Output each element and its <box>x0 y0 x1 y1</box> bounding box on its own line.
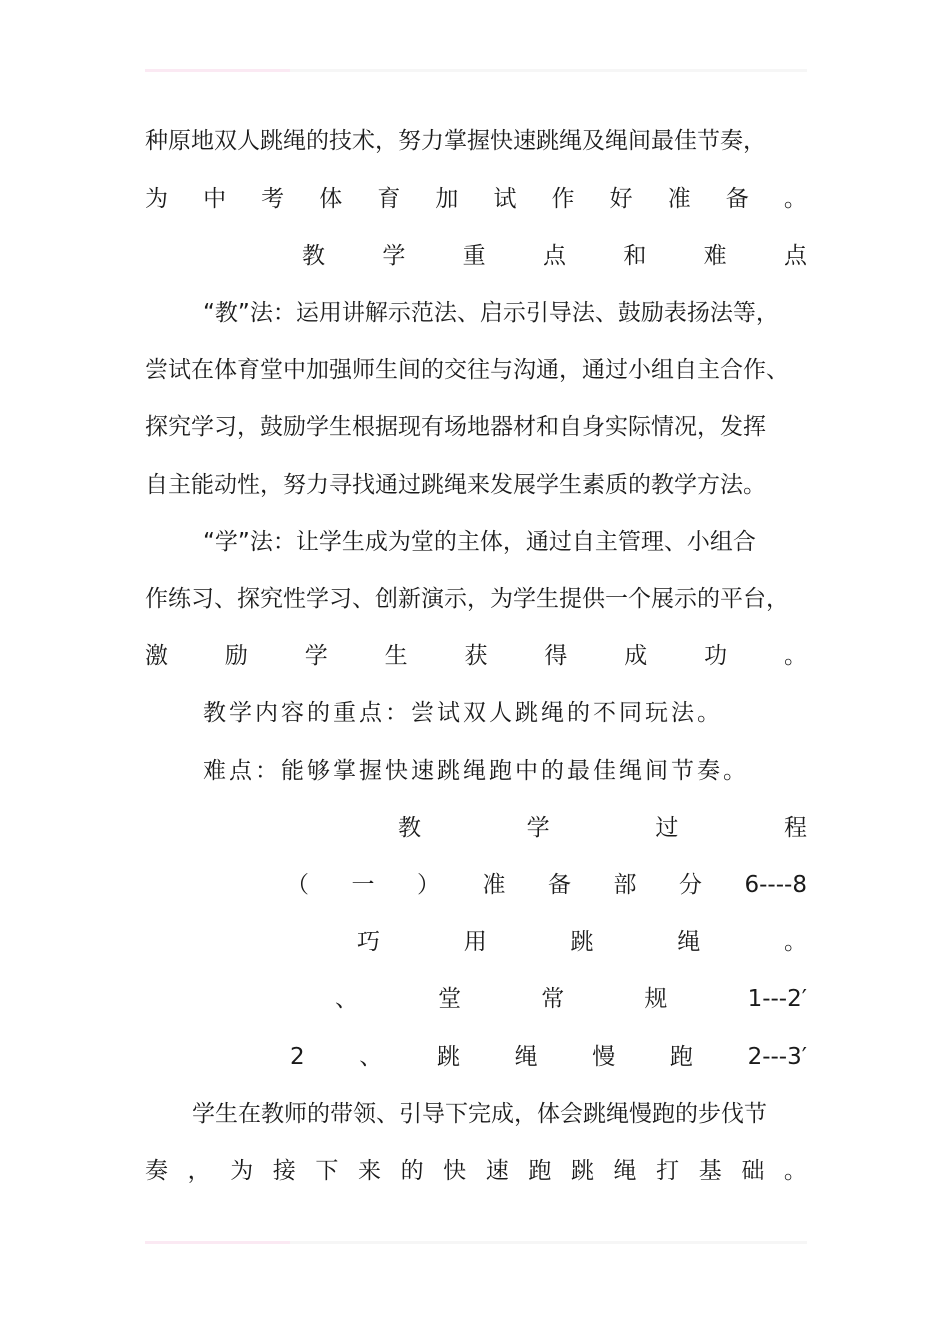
text-line-4: “教”法：运用讲解示范法、启示引导法、鼓励表扬法等， <box>203 300 779 326</box>
text-line-5: 尝试在体育堂中加强师生间的交往与沟通，通过小组自主合作、 <box>145 357 789 383</box>
section-heading-key-points: 教 学 重 点 和 难 点 <box>302 243 807 269</box>
text-line-7: 自主能动性，努力寻找通过跳绳来发展学生素质的教学方法。 <box>145 472 766 498</box>
text-line-11: 教学内容的重点：尝试双人跳绳的不同玩法。 <box>203 700 723 726</box>
subheading-preparation: （ 一 ） 准 备 部 分 6----8 <box>286 872 807 898</box>
section-heading-process: 教 学 过 程 <box>398 815 807 841</box>
text-line-10: 激 励 学 生 获 得 成 功 。 <box>145 643 807 669</box>
subheading-rope: 巧 用 跳 绳 。 <box>357 929 807 955</box>
header-rule <box>145 69 807 72</box>
text-line-9: 作练习、探究性学习、创新演示，为学生提供一个展示的平台， <box>145 586 789 612</box>
text-line-19: 奏 ， 为 接 下 来 的 快 速 跑 跳 绳 打 基 础 。 <box>145 1158 807 1184</box>
text-line-1: 种原地双人跳绳的技术，努力掌握快速跳绳及绳间最佳节奏， <box>145 128 766 154</box>
footer-rule <box>145 1241 807 1244</box>
text-line-18: 学生在教师的带领、引导下完成，体会跳绳慢跑的步伐节 <box>192 1101 767 1127</box>
text-line-2: 为 中 考 体 育 加 试 作 好 准 备 。 <box>145 186 807 212</box>
text-line-8: “学”法：让学生成为堂的主体，通过自主管理、小组合 <box>203 529 756 555</box>
item-class-routine: 、 堂 常 规 1---2′ <box>335 986 807 1012</box>
text-line-6: 探究学习，鼓励学生根据现有场地器材和自身实际情况，发挥 <box>145 414 766 440</box>
item-rope-jog: 2 、 跳 绳 慢 跑 2---3′ <box>290 1044 807 1070</box>
text-line-12: 难点：能够掌握快速跳绳跑中的最佳绳间节奏。 <box>203 758 749 784</box>
